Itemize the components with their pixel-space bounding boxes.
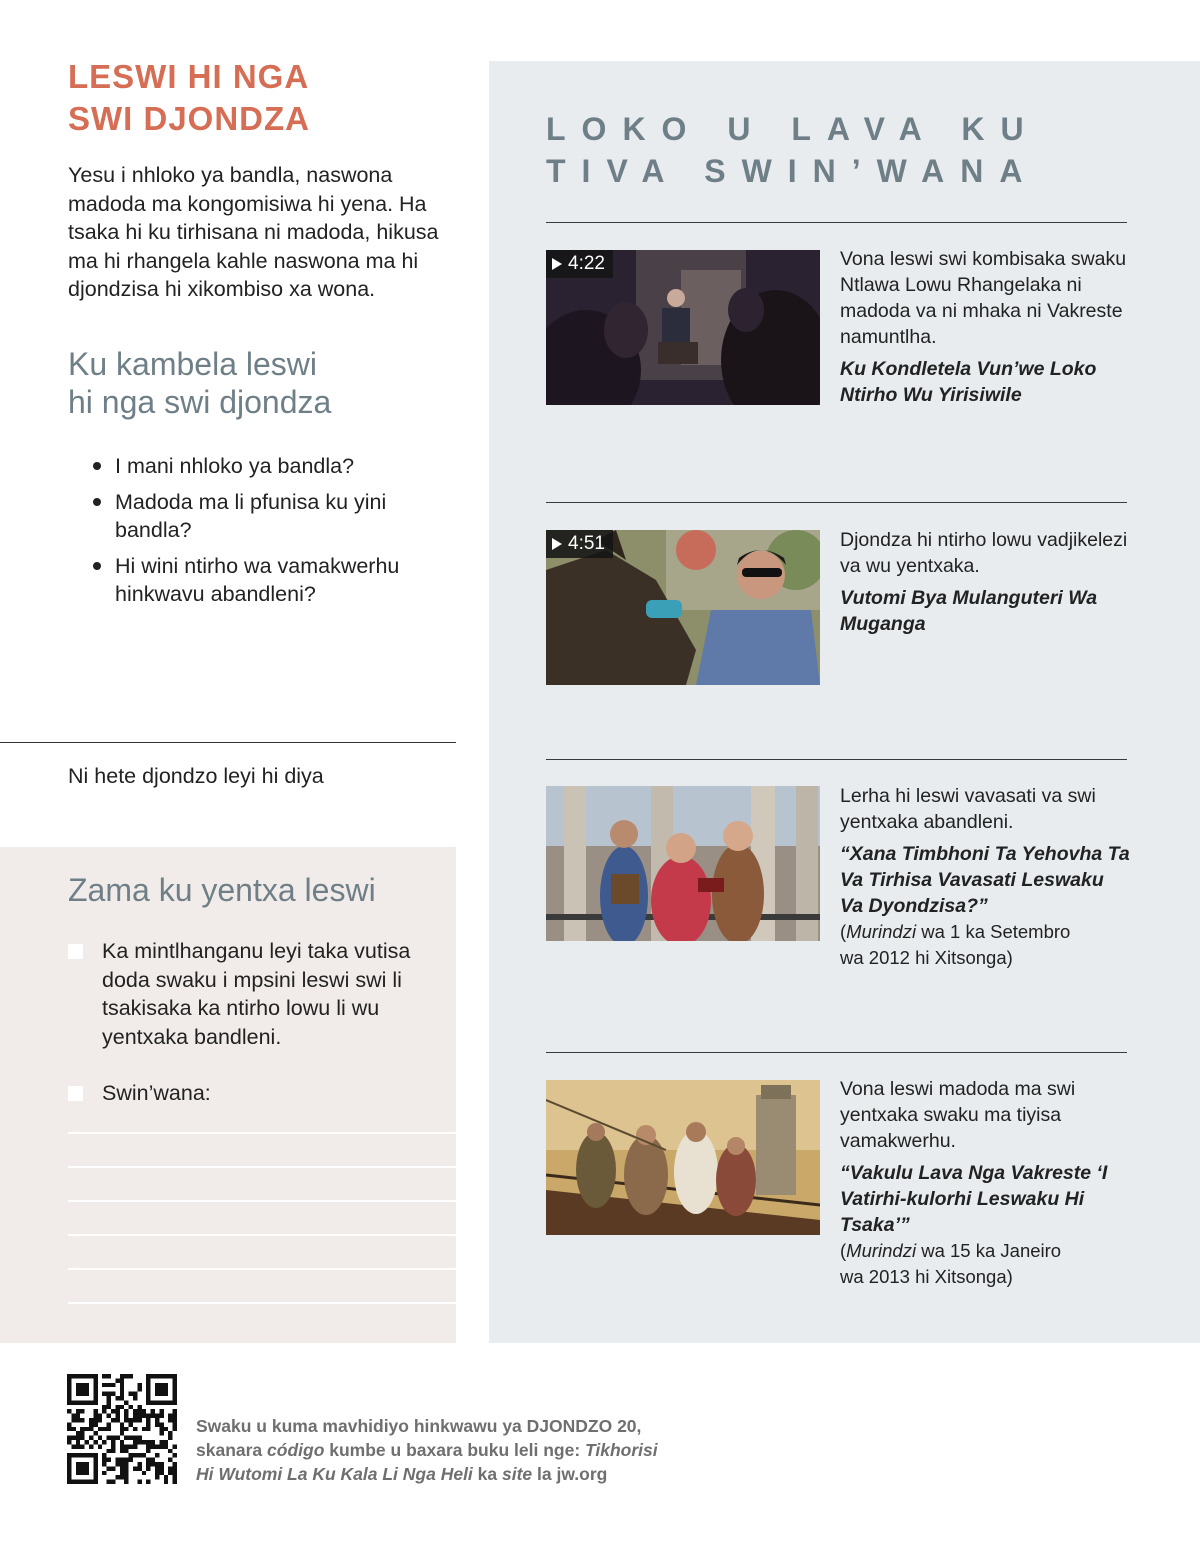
- resource-divider: [546, 222, 1127, 223]
- article-image[interactable]: [546, 786, 820, 941]
- resource-reference: (Murindzi wa 1 ka Setembro wa 2012 hi Xitsonga): [840, 921, 1071, 968]
- qr-code[interactable]: [67, 1374, 177, 1484]
- task-item-label: Swin’wana:: [102, 1081, 211, 1105]
- review-question: I mani nhloko ya bandla?: [93, 452, 453, 481]
- writing-line[interactable]: [68, 1268, 456, 1270]
- qr-code-icon: [67, 1374, 177, 1484]
- writing-line[interactable]: [68, 1166, 456, 1168]
- completion-date-note: Ni hete djondzo leyi hi diya: [68, 764, 324, 788]
- video-duration: 4:51: [568, 533, 605, 554]
- learn-heading: [68, 56, 448, 140]
- resource-description: Lerha hi leswi vavasati va swi yentxaka abandleni.: [840, 785, 1096, 833]
- play-icon: [552, 538, 562, 550]
- writing-line[interactable]: [68, 1234, 456, 1236]
- review-heading: [68, 345, 448, 421]
- publication-name: Murindzi: [846, 1240, 917, 1261]
- task-item-label: Ka mintlhanganu leyi taka vutisa doda swaku i mpsini leswi swi li tsakisaka ka ntirho lowu li wu yentxaka bandleni.: [102, 939, 411, 1049]
- resource-text: [840, 527, 1132, 637]
- learn-body: Yesu i nhloko ya bandla, naswona madoda ma kongomisiwa hi yena. Ha tsaka hi ku tirhisana ni madoda, hikusa ma hi rhangela kahle naswona ma hi djondzisa hi xikombiso xa wona.: [68, 163, 439, 302]
- more-info-heading-line2: TIVA SWIN’WANA: [546, 153, 1039, 189]
- resource-title[interactable]: Ku Kondletela Vun’we Loko Ntirho Wu Yirisiwile: [840, 358, 1097, 406]
- resource-text: [840, 783, 1132, 971]
- learn-heading-line2: SWI DJONDZA: [68, 100, 310, 137]
- learn-heading-line1: LESWI HI NGA: [68, 58, 310, 95]
- resource-title[interactable]: “Vakulu Lava Nga Vakreste ‘I Vatirhi-kulorhi Leswaku Hi Tsaka’”: [840, 1162, 1108, 1236]
- women-reading-bible-image: [546, 786, 820, 941]
- review-heading-line1: Ku kambela leswi: [68, 346, 317, 382]
- video-duration: 4:22: [568, 253, 605, 274]
- resource-divider: [546, 1052, 1127, 1053]
- resource-text: [840, 246, 1132, 408]
- resource-reference: (Murindzi wa 15 ka Janeiro wa 2013 hi Xitsonga): [840, 1240, 1062, 1287]
- resource-description: Vona leswi swi kombisaka swaku Ntlawa Lowu Rhangelaka ni madoda va ni mhaka ni Vakreste namuntlha.: [840, 248, 1127, 348]
- task-item: [68, 937, 428, 1051]
- footer-note: Swaku u kuma mavhidiyo hinkwawu ya DJONDZO 20, skanara código kumbe u baxara buku leli nge: Tikhorisi Hi Wutomi La Ku Kala Li Nga Heli ka site la jw.org: [196, 1416, 658, 1484]
- review-question: Hi wini ntirho wa vamakwerhu hinkwavu abandleni?: [93, 552, 453, 609]
- resource-description: Djondza hi ntirho lowu vadjikelezi va wu yentxaka.: [840, 529, 1128, 577]
- video-thumbnail[interactable]: [546, 530, 820, 685]
- task-checkbox[interactable]: [68, 944, 83, 959]
- review-heading-line2: hi nga swi djondza: [68, 384, 332, 420]
- writing-line[interactable]: [68, 1200, 456, 1202]
- more-info-heading: [546, 108, 1146, 192]
- review-question: Madoda ma li pfunisa ku yini bandla?: [93, 488, 453, 545]
- writing-line[interactable]: [68, 1132, 456, 1134]
- resource-divider: [546, 502, 1127, 503]
- publication-name: Murindzi: [846, 921, 917, 942]
- task-checkbox[interactable]: [68, 1086, 83, 1101]
- resource-divider: [546, 759, 1127, 760]
- task-heading: Zama ku yentxa leswi: [68, 872, 376, 908]
- video-thumbnail[interactable]: [546, 250, 820, 405]
- video-duration-badge: [546, 530, 613, 558]
- writing-line[interactable]: [68, 1302, 456, 1304]
- resource-description: Vona leswi madoda ma swi yentxaka swaku ma tiyisa vamakwerhu.: [840, 1078, 1076, 1152]
- task-item: [68, 1079, 428, 1108]
- review-question-list: [93, 452, 453, 616]
- resource-text: [840, 1076, 1132, 1290]
- resource-title[interactable]: Vutomi Bya Mulanguteri Wa Muganga: [840, 587, 1098, 635]
- more-info-heading-line1: LOKO U LAVA KU: [546, 111, 1040, 147]
- resource-title[interactable]: “Xana Timbhoni Ta Yehovha Ta Va Tirhisa Vavasati Leswaku Va Dyondzisa?”: [840, 843, 1130, 917]
- play-icon: [552, 258, 562, 270]
- article-image[interactable]: [546, 1080, 820, 1235]
- video-duration-badge: [546, 250, 613, 278]
- elders-ship-painting-image: [546, 1080, 820, 1235]
- left-divider: [0, 742, 456, 743]
